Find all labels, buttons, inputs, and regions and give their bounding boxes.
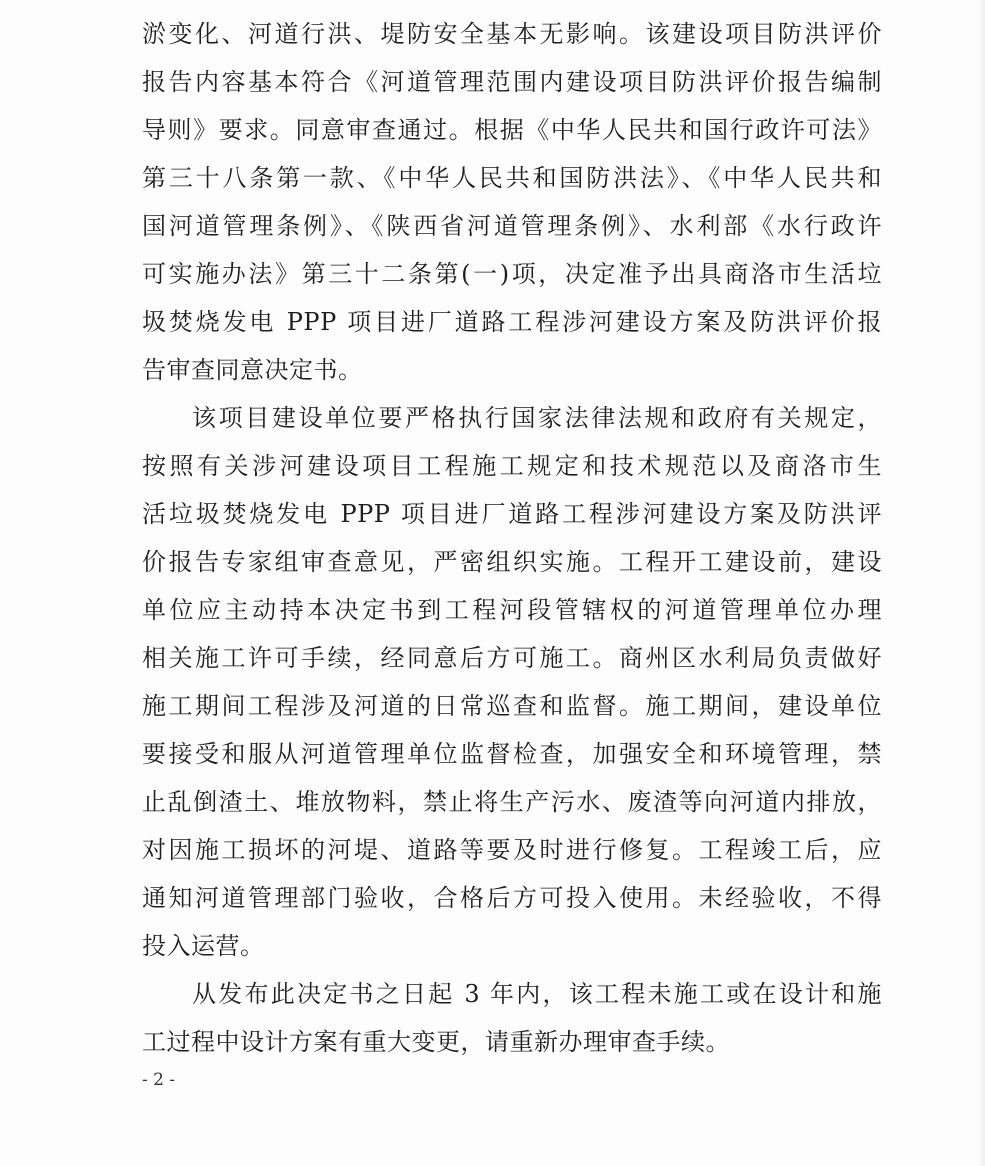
- text-line: 投入运营。: [142, 932, 265, 960]
- page-number: - 2 -: [142, 1070, 176, 1090]
- text-line: 工过程中设计方案有重大变更，请重新办理审查手续。: [142, 1028, 730, 1056]
- text-line: 可实施办法》第三十二条第(一)项，决定准予出具商洛市生活垃: [142, 260, 882, 288]
- text-line: 相关施工许可手续，经同意后方可施工。商州区水利局负责做好: [142, 644, 882, 672]
- text-line: 单位应主动持本决定书到工程河段管辖权的河道管理单位办理: [142, 596, 882, 624]
- text-line: 圾焚烧发电 PPP 项目进厂道路工程涉河建设方案及防洪评价报: [142, 308, 882, 336]
- scan-edge-shadow: [977, 0, 985, 1166]
- text-line: 淤变化、河道行洪、堤防安全基本无影响。该建设项目防洪评价: [142, 20, 882, 48]
- text-line: 通知河道管理部门验收，合格后方可投入使用。未经验收，不得: [142, 884, 882, 912]
- paragraph-first-line: 该项目建设单位要严格执行国家法律法规和政府有关规定，: [192, 404, 882, 432]
- text-line: 价报告专家组审查意见，严密组织实施。工程开工建设前，建设: [142, 548, 882, 576]
- text-line: 对因施工损坏的河堤、道路等要及时进行修复。工程竣工后，应: [142, 836, 882, 864]
- text-line: 施工期间工程涉及河道的日常巡查和监督。施工期间，建设单位: [142, 692, 882, 720]
- text-line: 报告内容基本符合《河道管理范围内建设项目防洪评价报告编制: [142, 68, 882, 96]
- text-line: 要接受和服从河道管理单位监督检查，加强安全和环境管理，禁: [142, 740, 882, 768]
- paragraph-first-line: 从发布此决定书之日起 3 年内，该工程未施工或在设计和施: [192, 980, 882, 1008]
- text-line: 告审查同意决定书。: [142, 356, 363, 384]
- text-line: 止乱倒渣土、堆放物料，禁止将生产污水、废渣等向河道内排放，: [142, 788, 882, 816]
- text-line: 国河道管理条例》、《陕西省河道管理条例》、水利部《水行政许: [142, 212, 882, 240]
- text-line: 活垃圾焚烧发电 PPP 项目进厂道路工程涉河建设方案及防洪评: [142, 500, 882, 528]
- text-line: 按照有关涉河建设项目工程施工规定和技术规范以及商洛市生: [142, 452, 882, 480]
- text-line: 导则》要求。同意审查通过。根据《中华人民共和国行政许可法》: [142, 116, 882, 144]
- text-line: 第三十八条第一款、《中华人民共和国防洪法》、《中华人民共和: [142, 164, 882, 192]
